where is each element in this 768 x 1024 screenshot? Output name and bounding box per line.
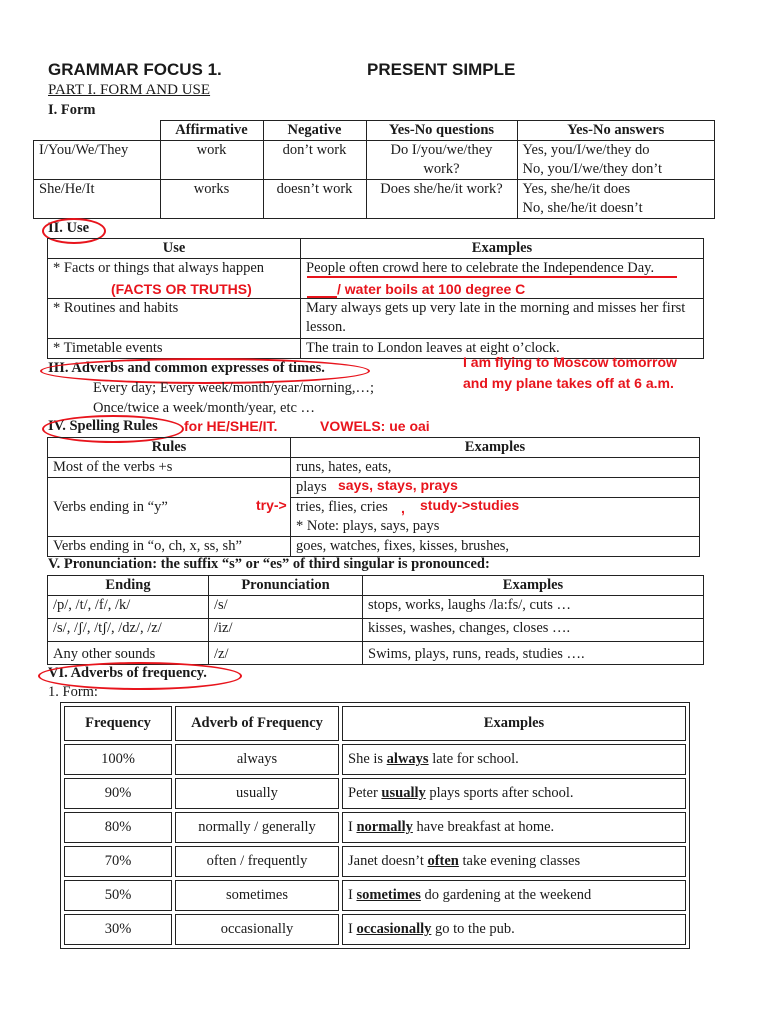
form-header-questions: Yes-No questions [366, 121, 517, 141]
freq-adverb-cell: normally / generally [175, 812, 339, 843]
pron-header-examples: Examples [363, 576, 704, 596]
freq-pct-cell: 70% [64, 846, 172, 877]
freq-adverb-cell: sometimes [175, 880, 339, 911]
answer-no: No, she/he/it doesn’t [522, 200, 643, 216]
annotation-try: try-> [256, 497, 287, 513]
title-grammar-focus: GRAMMAR FOCUS 1. [48, 60, 222, 79]
spelling-line: plays [291, 478, 699, 498]
use-cell: * Routines and habits [48, 299, 301, 339]
freq-pct-cell: 80% [64, 812, 172, 843]
form-cell: doesn’t work [263, 180, 366, 219]
pron-cell: /s/, /ʃ/, /tʃ/, /dz/, /z/ [48, 619, 209, 642]
spelling-example-cell: runs, hates, eats, [291, 458, 700, 478]
freq-header-examples: Examples [342, 706, 686, 741]
pronunciation-table [47, 575, 704, 665]
form-header-affirmative: Affirmative [160, 121, 263, 141]
freq-header-adverb: Adverb of Frequency [175, 706, 339, 741]
freq-adverb-cell: always [175, 744, 339, 775]
spelling-header-rules: Rules [48, 438, 291, 458]
use-heading: II. Use [48, 220, 90, 236]
answer-yes: Yes, she/he/it does [522, 181, 631, 197]
spelling-table [47, 437, 700, 557]
freq-adverb-cell: often / frequently [175, 846, 339, 877]
frequency-subheading [48, 684, 98, 701]
adverbs-line: Once/twice a week/month/year, etc … [93, 400, 316, 416]
frequency-heading: VI. Adverbs of frequency. [48, 665, 207, 681]
form-table [33, 120, 715, 219]
form-header-answers: Yes-No answers [517, 121, 715, 141]
form-subject-cell: I/You/We/They [34, 141, 161, 180]
annotation-flying: I am flying to Moscow tomorrow [463, 354, 677, 370]
form-cell: work [160, 141, 263, 180]
annotation-plane: and my plane takes off at 6 a.m. [463, 375, 674, 391]
part-heading: PART I. FORM AND USE [48, 82, 211, 98]
pron-cell: /z/ [209, 642, 363, 665]
annotation-water-boils: / water boils at 100 degree C [337, 281, 526, 297]
pron-cell: Swims, plays, runs, reads, studies …. [363, 642, 704, 665]
form-cell: Do I/you/we/they work? [366, 141, 517, 180]
title-present-simple: PRESENT SIMPLE [367, 60, 516, 79]
freq-adverb-cell: occasionally [175, 914, 339, 945]
adverbs-line: Every day; Every week/month/year/morning,…; [93, 380, 375, 396]
use-header-examples: Examples [301, 239, 704, 259]
pron-cell: Any other sounds [48, 642, 209, 665]
adverbs-heading: III. Adverbs and common expresses of times. [48, 360, 325, 376]
freq-example-cell: She is always late for school. [342, 744, 686, 775]
form-cell: works [160, 180, 263, 219]
example-cell: People often crowd here to celebrate the Independence Day. [301, 259, 704, 299]
form-heading: I. Form [48, 102, 96, 118]
pronunciation-heading: V. Pronunciation: the suffix “s” or “es” of third singular is pronounced: [48, 556, 490, 572]
form-subject-cell: She/He/It [34, 180, 161, 219]
rule-cell: Verbs ending in “o, ch, x, ss, sh” [48, 537, 291, 557]
annotation-says: says, stays, prays [338, 477, 458, 493]
freq-example-cell: I sometimes do gardening at the weekend [342, 880, 686, 911]
freq-pct-cell: 50% [64, 880, 172, 911]
freq-example-cell: I occasionally go to the pub. [342, 914, 686, 945]
freq-pct-cell: 90% [64, 778, 172, 809]
annotation-study: study->studies [420, 497, 520, 513]
annotation-vowels: VOWELS: ue oai [320, 418, 430, 434]
freq-example-cell: Peter usually plays sports after school. [342, 778, 686, 809]
use-header-use: Use [48, 239, 301, 259]
pron-cell: /iz/ [209, 619, 363, 642]
form-answer-cell [517, 180, 715, 219]
answer-no: No, you/I/we/they don’t [522, 161, 662, 177]
rule-cell: Most of the verbs +s [48, 458, 291, 478]
annotation-for-he: for HE/SHE/IT. [184, 418, 278, 434]
form-cell: Does she/he/it work? [366, 180, 517, 219]
frequency-table [60, 702, 690, 949]
freq-example-cell: I normally have breakfast at home. [342, 812, 686, 843]
answer-yes: Yes, you/I/we/they do [522, 142, 650, 158]
pron-header-pronunciation: Pronunciation [209, 576, 363, 596]
freq-adverb-cell: usually [175, 778, 339, 809]
annotation-underline [307, 276, 677, 278]
pron-cell: /p/, /t/, /f/, /k/ [48, 596, 209, 619]
pron-cell: /s/ [209, 596, 363, 619]
pron-cell: kisses, washes, changes, closes …. [363, 619, 704, 642]
pron-cell: stops, works, laughs /la:fs/, cuts … [363, 596, 704, 619]
spelling-example-cell: goes, watches, fixes, kisses, brushes, [291, 537, 700, 557]
example-cell: The train to London leaves at eight o’clock. [301, 339, 704, 359]
frequency-sub: 1. Form: [48, 684, 98, 700]
rule-cell: Verbs ending in “y” [48, 478, 291, 537]
form-cell: don’t work [263, 141, 366, 180]
spelling-header-examples: Examples [291, 438, 700, 458]
freq-pct-cell: 30% [64, 914, 172, 945]
form-header-blank [34, 121, 161, 141]
use-cell: * Timetable events [48, 339, 301, 359]
annotation-comma: , [401, 500, 405, 516]
annotation-facts: (FACTS OR TRUTHS) [111, 281, 252, 297]
spelling-note: * Note: plays, says, pays [296, 518, 440, 534]
freq-pct-cell: 100% [64, 744, 172, 775]
use-table [47, 238, 704, 359]
example-cell: Mary always gets up very late in the morning and misses her first lesson. [301, 299, 704, 339]
use-text: * Facts or things that always happen [53, 260, 265, 276]
freq-example-cell: Janet doesn’t often take evening classes [342, 846, 686, 877]
form-header-negative: Negative [263, 121, 366, 141]
annotation-underline [307, 296, 337, 298]
freq-header-frequency: Frequency [64, 706, 172, 741]
spelling-line: tries, flies, cries [296, 499, 388, 515]
pron-header-ending: Ending [48, 576, 209, 596]
spelling-heading: IV. Spelling Rules [48, 418, 158, 434]
form-answer-cell [517, 141, 715, 180]
